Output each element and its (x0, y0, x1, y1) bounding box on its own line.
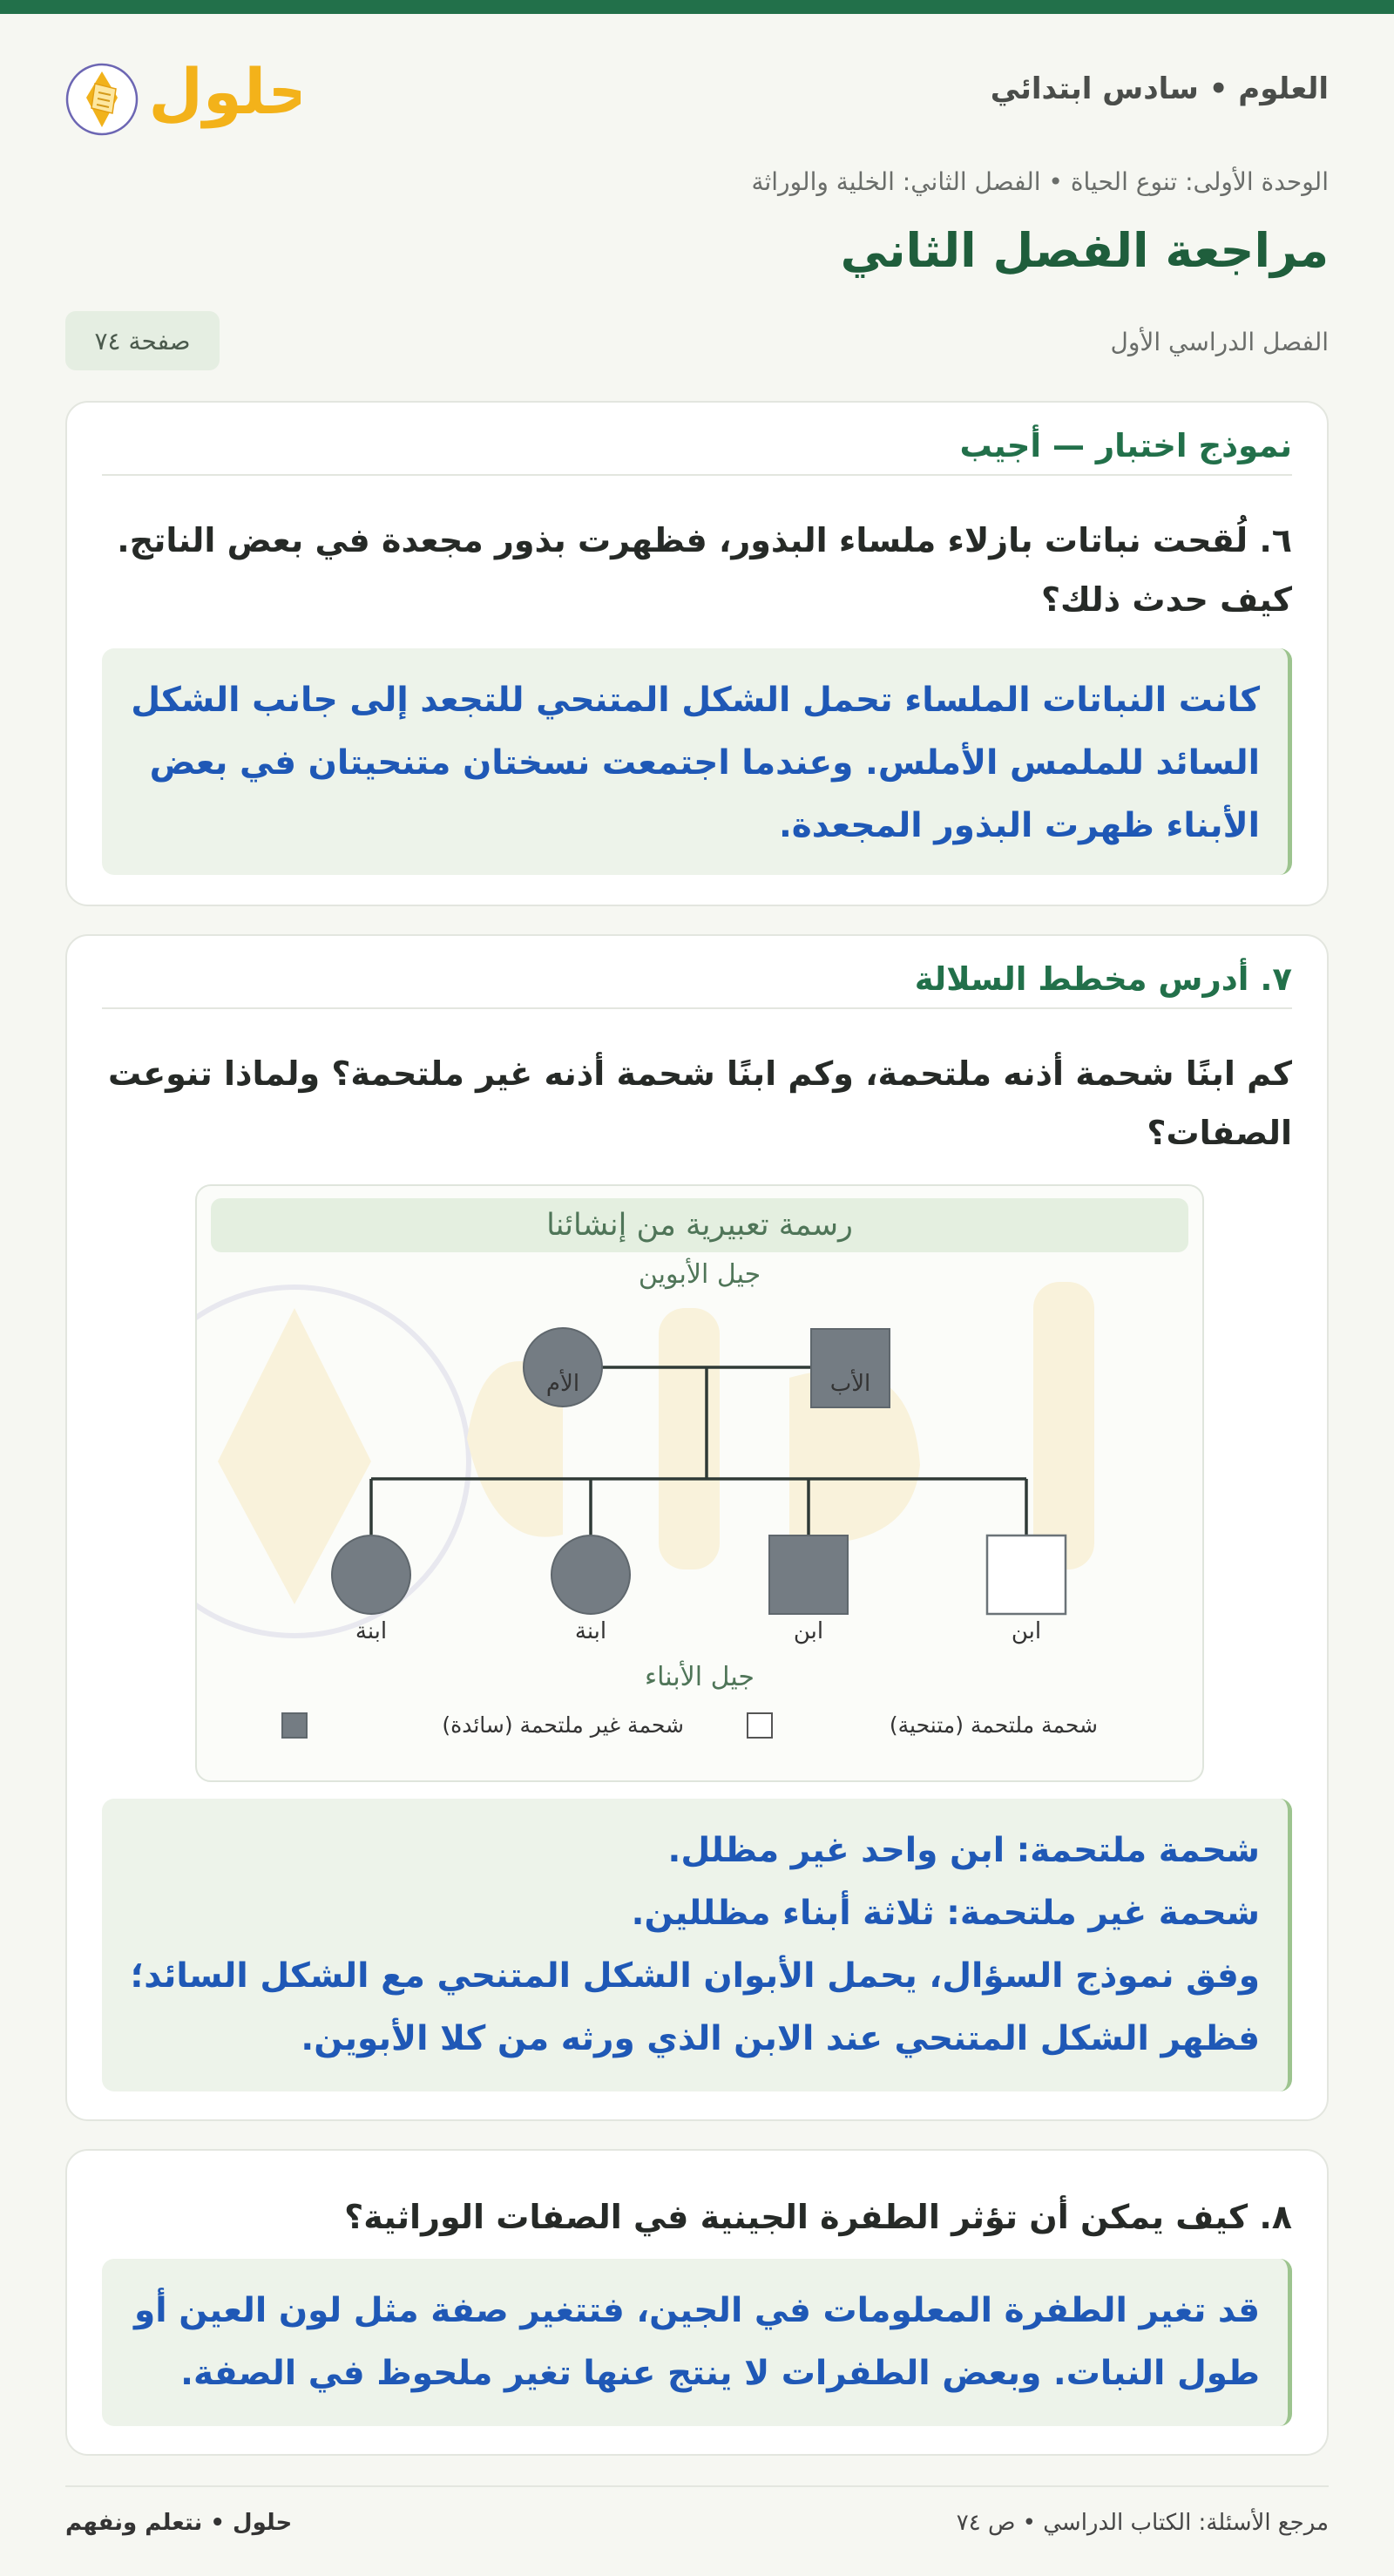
brand-logo[interactable] (65, 45, 301, 141)
watermark-logo (197, 1282, 1094, 1636)
child-daughter-1 (332, 1535, 410, 1614)
legend-free-label: شحمة غير ملتحمة (سائدة) (442, 1712, 684, 1738)
parents-generation-label: جيل الأبوين (638, 1259, 761, 1290)
answer-box (102, 1799, 1292, 2091)
footer-brand: حلول • نتعلم ونفهم (65, 2510, 293, 2536)
legend-attached-label: شحمة ملتحمة (متنحية) (889, 1712, 1098, 1738)
father-label: الأب (829, 1371, 871, 1397)
subject-title: العلوم • سادس ابتدائي (990, 71, 1329, 106)
child-son-1 (769, 1535, 848, 1614)
diagram-banner: رسمة تعبيرية من إنشائنا (211, 1198, 1188, 1252)
pedigree-chart (195, 1184, 1204, 1782)
page-header (65, 45, 1329, 141)
question-text: ٦. لُقحت نباتات بازلاء ملساء البذور، فظهرت بذور مجعدة في بعض الناتج. كيف حدث ذلك؟ (117, 521, 1292, 619)
card-heading: ٧. أدرس مخطط السلالة (102, 960, 1292, 1009)
child-daughter-2 (552, 1535, 630, 1614)
question-text: كم ابنًا شحمة أذنه ملتحمة، وكم ابنًا شحمة أذنه غير ملتحمة؟ ولماذا تنوعت الصفات؟ (107, 1054, 1292, 1152)
answer-line: وفق نموذج السؤال، يحمل الأبوان الشكل المتنحي مع الشكل السائد؛ فظهر الشكل المتنحي عند الابن الذي ورثه من كلا الأبوين. (130, 1956, 1260, 2058)
question-card-6 (65, 401, 1329, 906)
child-label: ابن (793, 1618, 824, 1644)
mother-label: الأم (545, 1371, 580, 1397)
child-son-2 (987, 1535, 1066, 1614)
breadcrumb: الوحدة الأولى: تنوع الحياة • الفصل الثاني: الخلية والوراثة (751, 167, 1329, 196)
answer-box: قد تغير الطفرة المعلومات في الجين، فتتغير صفة مثل لون العين أو طول النبات. وبعض الطفرات لا ينتج عنها تغير ملحوظ في الصفة. (102, 2259, 1292, 2426)
question-card-8 (65, 2149, 1329, 2456)
footer-reference: مرجع الأسئلة: الكتاب الدراسي • ص ٧٤ (956, 2510, 1329, 2536)
page-title: مراجعة الفصل الثاني (840, 223, 1329, 278)
legend-shaded-swatch (282, 1713, 307, 1738)
question-card-7 (65, 934, 1329, 2121)
children-generation-label: جيل الأبناء (645, 1662, 755, 1692)
child-label: ابن (1011, 1618, 1042, 1644)
term-label: الفصل الدراسي الأول (1110, 328, 1329, 356)
answer-box: كانت النباتات الملساء تحمل الشكل المتنحي للتجعد إلى جانب الشكل السائد للملمس الأملس. وعندما اجتمعت نسختان متنحيتان في بعض الأبناء ظهرت البذور المجعدة. (102, 648, 1292, 875)
child-label: ابنة (574, 1618, 607, 1644)
question-text: ٨. كيف يمكن أن تؤثر الطفرة الجينية في الصفات الوراثية؟ (344, 2198, 1292, 2236)
page-number-badge: صفحة ٧٤ (65, 311, 220, 370)
legend-unshaded-swatch (748, 1713, 772, 1738)
answer-line: شحمة ملتحمة: ابن واحد غير مظلل. (667, 1831, 1260, 1870)
top-accent-bar (0, 0, 1394, 14)
child-label: ابنة (355, 1618, 388, 1644)
svg-text:حلول: حلول (148, 55, 301, 128)
card-heading: نموذج اختبار — أجيب (102, 427, 1292, 476)
answer-line: شحمة غير ملتحمة: ثلاثة أبناء مظللين. (631, 1894, 1260, 1933)
footer-divider (65, 2485, 1329, 2487)
